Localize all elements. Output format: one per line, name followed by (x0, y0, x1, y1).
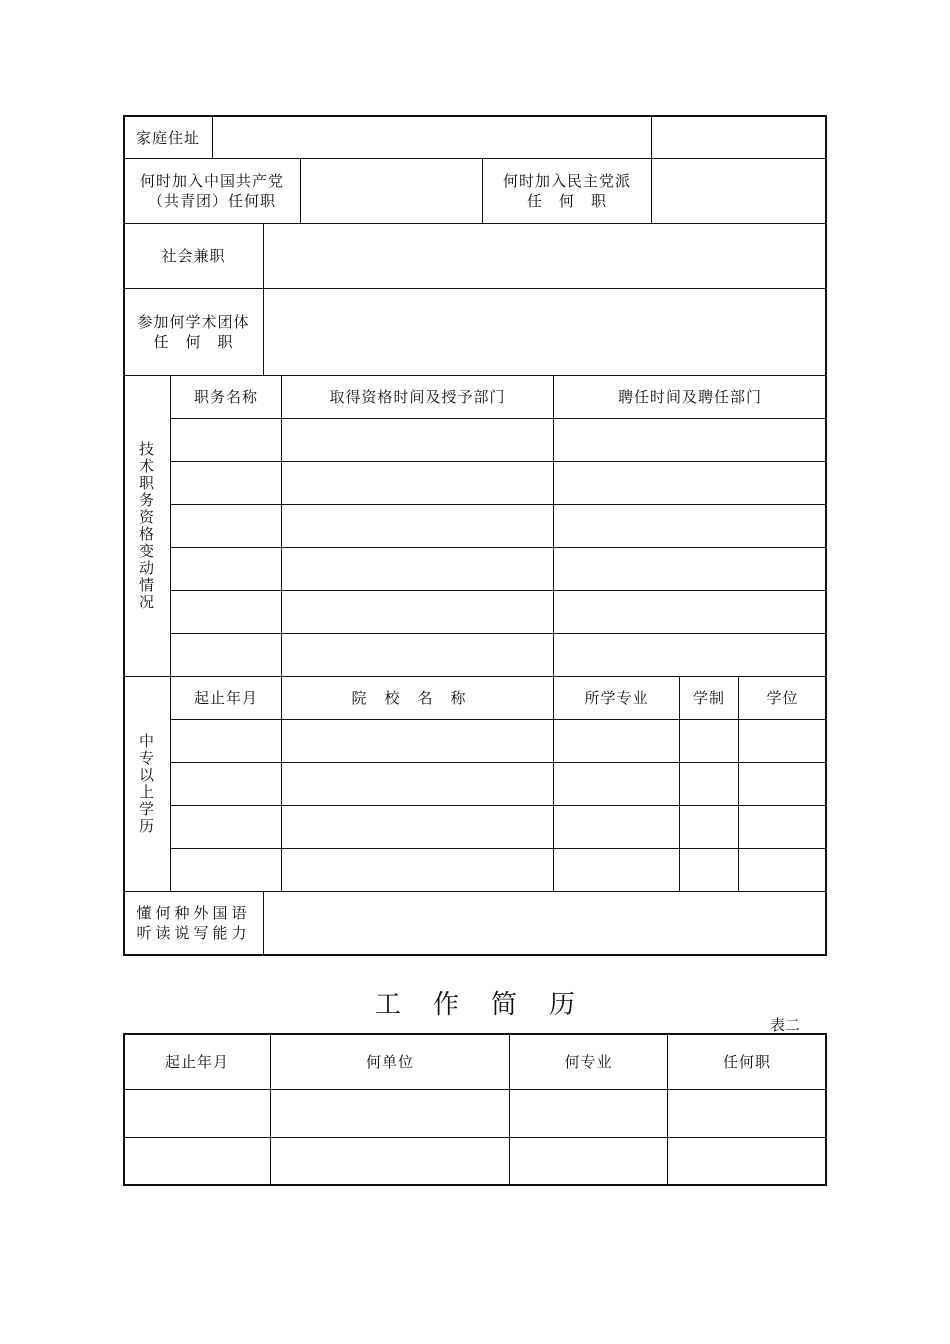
table-tag: 表二 (770, 1016, 801, 1034)
row-divider (170, 504, 826, 505)
header-text: 聘任时间及聘任部门 (617, 388, 762, 406)
tech-header-appointment (554, 376, 826, 418)
work-header-position (668, 1035, 826, 1089)
education-side-label (124, 677, 170, 891)
row-divider (170, 848, 826, 849)
header-text: 任何职 (722, 1053, 771, 1071)
side-char: 情 (138, 576, 155, 594)
democratic-party-line-1: 何时加入民主党派 (502, 172, 631, 190)
row-divider (170, 461, 826, 462)
work-header-dates (124, 1035, 270, 1089)
side-char: 资 (138, 508, 155, 526)
democratic-party-label (483, 159, 651, 223)
row-divider (170, 719, 826, 720)
democratic-party-line-2: 任 何 职 (526, 192, 607, 210)
tech-qualification-side-label (124, 376, 170, 676)
party-join-label (124, 159, 300, 223)
side-char: 变 (138, 542, 155, 560)
work-header-employer (271, 1035, 509, 1089)
side-char: 专 (138, 749, 155, 767)
edu-header-duration (680, 677, 738, 719)
academic-groups-field[interactable] (264, 289, 826, 375)
social-positions-field[interactable] (264, 224, 826, 288)
header-text: 院校名称 (351, 689, 484, 707)
col-divider (170, 375, 171, 891)
header-text: 学制 (692, 689, 725, 707)
header-text: 起止年月 (164, 1053, 229, 1071)
row-divider (170, 762, 826, 763)
side-char: 中 (138, 732, 155, 750)
social-positions-label (124, 224, 263, 288)
party-join-field[interactable] (301, 159, 482, 223)
academic-groups-line-1: 参加何学术团体 (137, 313, 250, 331)
side-char: 职 (138, 474, 155, 492)
row-divider (170, 633, 826, 634)
header-text: 何单位 (365, 1053, 414, 1071)
languages-line-1: 懂何种外国语 (136, 904, 251, 922)
header-text: 取得资格时间及授予部门 (329, 388, 506, 406)
side-char: 术 (138, 457, 155, 475)
side-char: 技 (138, 440, 155, 458)
edu-header-school (282, 677, 553, 719)
academic-groups-line-2: 任 何 职 (153, 333, 234, 351)
side-char: 务 (138, 491, 155, 509)
social-positions-text: 社会兼职 (161, 247, 226, 265)
languages-field[interactable] (264, 892, 826, 954)
side-char: 以 (138, 766, 155, 784)
row-divider (170, 805, 826, 806)
academic-groups-label (124, 289, 263, 375)
header-text: 起止年月 (193, 689, 258, 707)
side-char: 况 (138, 593, 155, 611)
home-address-text: 家庭住址 (136, 128, 201, 147)
col-divider (553, 375, 554, 891)
languages-label (124, 892, 263, 954)
side-char: 动 (138, 559, 155, 577)
row-divider (170, 590, 826, 591)
edu-header-degree (739, 677, 826, 719)
photo-field[interactable] (652, 117, 826, 223)
languages-line-2: 听读说写能力 (136, 924, 251, 942)
edu-header-major (554, 677, 679, 719)
work-history-title: 工作简历 (374, 990, 607, 1020)
row-divider (124, 1137, 826, 1138)
home-address-field[interactable] (213, 117, 651, 158)
side-char: 上 (138, 783, 155, 801)
tech-header-qualification (282, 376, 553, 418)
row-divider (170, 547, 826, 548)
side-char: 学 (138, 800, 155, 818)
tech-header-position (171, 376, 281, 418)
header-text: 学位 (766, 689, 799, 707)
header-text: 职务名称 (193, 388, 258, 406)
side-char: 格 (138, 525, 155, 543)
party-join-line-1: 何时加入中国共产党 (139, 172, 284, 190)
home-address-label (124, 117, 224, 158)
row-divider (124, 1089, 826, 1090)
header-text: 何专业 (564, 1053, 613, 1071)
col-divider (281, 375, 282, 891)
side-char: 历 (138, 817, 155, 835)
header-text: 所学专业 (584, 689, 649, 707)
party-join-line-2: （共青团）任何职 (147, 192, 276, 210)
row-divider (170, 418, 826, 419)
edu-header-dates (171, 677, 281, 719)
work-header-specialty (510, 1035, 667, 1089)
